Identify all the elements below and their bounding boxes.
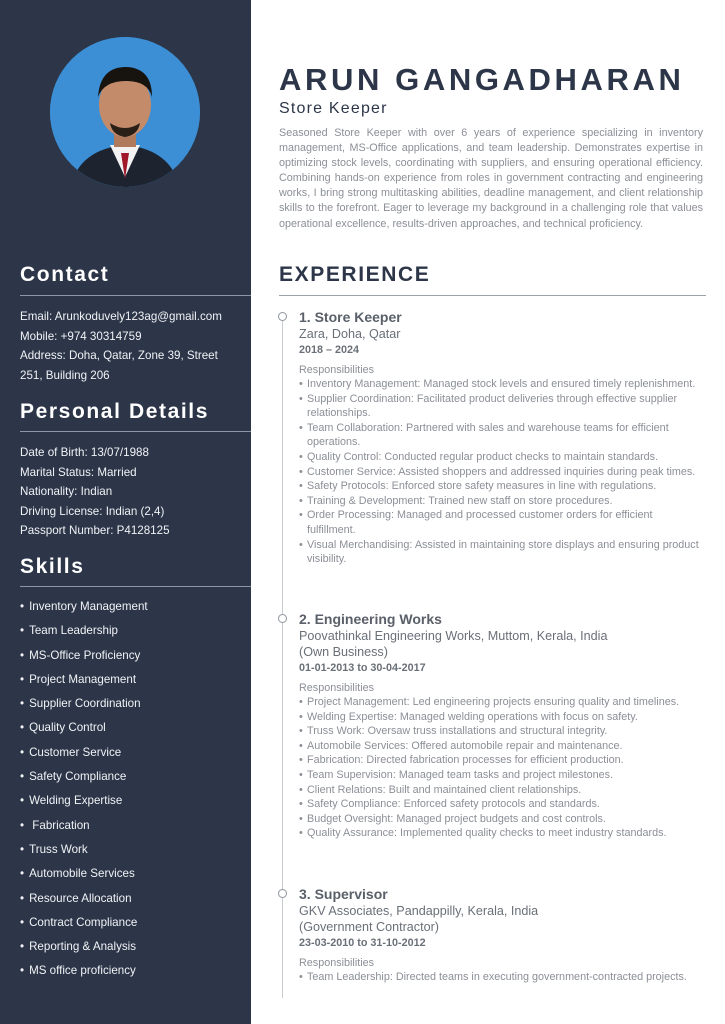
responsibility-item: • Team Collaboration: Partnered with sales and warehouse teams for efficient operations. xyxy=(299,421,699,450)
contact-address-line1: Address: Doha, Qatar, Zone 39, Street xyxy=(20,349,218,362)
responsibility-item: • Welding Expertise: Managed welding operations with focus on safety. xyxy=(299,710,699,725)
responsibilities-list xyxy=(299,377,699,567)
contact-mobile[interactable]: Mobile: +974 30314759 xyxy=(20,329,142,343)
skill-item: • Customer Service xyxy=(20,743,245,767)
candidate-title: Store Keeper xyxy=(279,100,388,117)
contact-email[interactable]: Email: Arunkoduvely123ag@gmail.com xyxy=(20,310,222,323)
responsibility-item: • Automobile Services: Offered automobile repair and maintenance. xyxy=(299,739,699,754)
responsibility-item: • Training & Development: Trained new staff on store procedures. xyxy=(299,494,699,509)
responsibilities-list xyxy=(299,970,699,985)
job-entry xyxy=(299,886,699,985)
skill-item: • MS office proficiency xyxy=(20,961,245,985)
candidate-name: ARUN GANGADHARAN xyxy=(279,62,685,97)
skill-item: • Automobile Services xyxy=(20,864,245,888)
skills-list xyxy=(20,597,245,986)
responsibility-item: • Inventory Management: Managed stock levels and ensured timely replenishment. xyxy=(299,377,699,392)
profile-photo xyxy=(50,37,200,187)
personal-detail: Date of Birth: 13/07/1988 xyxy=(20,446,149,459)
responsibility-item: • Quality Assurance: Implemented quality checks to meet industry standards. xyxy=(299,826,699,841)
responsibility-item: • Quality Control: Conducted regular product checks to maintain standards. xyxy=(299,450,699,465)
skill-item: • Reporting & Analysis xyxy=(20,937,245,961)
job-dates: 01-01-2013 to 30-04-2017 xyxy=(299,662,426,674)
skill-item: • Resource Allocation xyxy=(20,889,245,913)
job-entry xyxy=(299,611,699,841)
timeline-dot xyxy=(278,614,287,623)
responsibilities-list xyxy=(299,695,699,841)
responsibility-item: • Team Supervision: Managed team tasks and project milestones. xyxy=(299,768,699,783)
responsibility-item: • Customer Service: Assisted shoppers and addressed inquiries during peak times. xyxy=(299,465,699,480)
skill-item: • MS-Office Proficiency xyxy=(20,646,245,670)
personal-details-heading: Personal Details xyxy=(20,400,210,423)
job-company: GKV Associates, Pandappilly, Kerala, India xyxy=(299,904,539,918)
skills-heading: Skills xyxy=(20,555,85,578)
personal-details-list xyxy=(20,443,245,541)
skill-item: • Supplier Coordination xyxy=(20,694,245,718)
responsibility-item: • Order Processing: Managed and processed customer orders for efficient fulfillment. xyxy=(299,508,699,537)
contact-divider xyxy=(20,295,251,296)
responsibility-item: • Fabrication: Directed fabrication processes for efficient production. xyxy=(299,753,699,768)
skills-divider xyxy=(20,586,251,587)
personal-detail: Nationality: Indian xyxy=(20,485,113,498)
sidebar xyxy=(0,0,251,1024)
personal-details-divider xyxy=(20,431,251,432)
contact-address-line2: 251, Building 206 xyxy=(20,368,110,382)
personal-detail: Marital Status: Married xyxy=(20,465,137,479)
job-entry xyxy=(299,309,699,567)
skill-item: • Truss Work xyxy=(20,840,245,864)
timeline-dot xyxy=(278,889,287,898)
personal-detail: Passport Number: P4128125 xyxy=(20,524,170,537)
responsibility-item: • Project Management: Led engineering projects ensuring quality and timelines. xyxy=(299,695,699,710)
skill-item: • Fabrication xyxy=(20,816,245,840)
job-company: Poovathinkal Engineering Works, Muttom, Kerala, India xyxy=(299,629,608,643)
job-company-note: (Government Contractor) xyxy=(299,920,439,934)
responsibilities-label: Responsibilities xyxy=(299,682,375,694)
contact-heading: Contact xyxy=(20,263,110,286)
responsibilities-label: Responsibilities xyxy=(299,364,375,376)
responsibility-item: • Safety Compliance: Enforced safety protocols and standards. xyxy=(299,797,699,812)
skill-item: • Project Management xyxy=(20,670,245,694)
skill-item: • Contract Compliance xyxy=(20,913,245,937)
responsibility-item: • Supplier Coordination: Facilitated product deliveries through effective supplier relationships. xyxy=(299,392,699,421)
skill-item: • Quality Control xyxy=(20,718,245,742)
job-company: Zara, Doha, Qatar xyxy=(299,327,401,341)
responsibility-item: • Visual Merchandising: Assisted in maintaining store displays and ensuring product visibility. xyxy=(299,538,699,567)
profile-summary: Seasoned Store Keeper with over 6 years of experience specializing in inventory management, MS-Office applications, and team leadership. Demonstrates expertise in optimizing stock levels, coordinating with suppliers, and ensuring operational efficiency. Combining hands-on experience from roles in government contracting and engineering works, I bring strong multitasking abilities, deadline management, and client relationship skills to the forefront. Eager to leverage my background in a challenging role that values operational excellence, results-driven approaches, and technical proficiency. xyxy=(279,127,703,230)
skill-item: • Team Leadership xyxy=(20,621,245,645)
job-company-note: (Own Business) xyxy=(299,645,388,659)
job-title: 2. Engineering Works xyxy=(299,611,442,627)
personal-detail: Driving License: Indian (2,4) xyxy=(20,504,165,518)
responsibility-item: • Safety Protocols: Enforced store safety measures in line with regulations. xyxy=(299,479,699,494)
job-title: 3. Supervisor xyxy=(299,886,388,902)
job-title: 1. Store Keeper xyxy=(299,309,402,325)
skill-item: • Inventory Management xyxy=(20,597,245,621)
contact-info xyxy=(20,307,245,385)
job-dates: 2018 – 2024 xyxy=(299,344,360,356)
timeline-dot xyxy=(278,312,287,321)
job-dates: 23-03-2010 to 31-10-2012 xyxy=(299,937,426,949)
skill-item: • Welding Expertise xyxy=(20,791,245,815)
skill-item: • Safety Compliance xyxy=(20,767,245,791)
experience-divider xyxy=(279,295,706,296)
responsibility-item: • Team Leadership: Directed teams in executing government-contracted projects. xyxy=(299,970,699,985)
responsibilities-label: Responsibilities xyxy=(299,957,375,969)
responsibility-item: • Truss Work: Oversaw truss installations and structural integrity. xyxy=(299,724,699,739)
responsibility-item: • Budget Oversight: Managed project budgets and cost controls. xyxy=(299,812,699,827)
responsibility-item: • Client Relations: Built and maintained client relationships. xyxy=(299,783,699,798)
experience-heading: EXPERIENCE xyxy=(279,263,431,286)
